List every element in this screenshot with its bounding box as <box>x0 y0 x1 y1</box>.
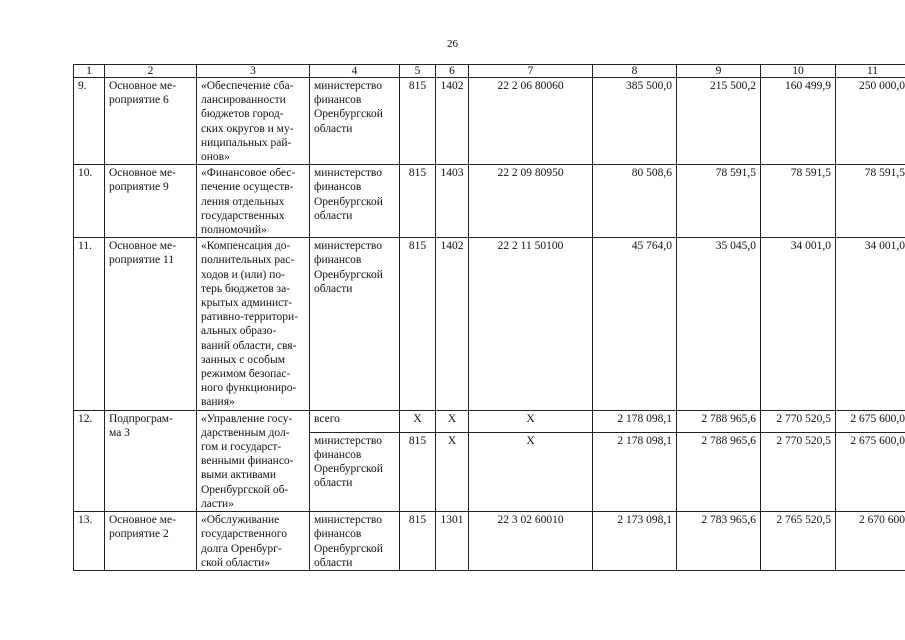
code-target: 22 3 02 60010 <box>469 512 593 571</box>
measure-type: Основное ме- роприятие 6 <box>105 78 197 165</box>
column-number: 1 <box>74 65 105 78</box>
table-body <box>74 65 905 571</box>
code-target: Х <box>469 432 593 512</box>
amount-col-10: 2 765 520,5 <box>761 512 836 571</box>
column-number: 2 <box>105 65 197 78</box>
amount-col-8: 45 764,0 <box>593 238 677 410</box>
amount-col-10: 160 499,9 <box>761 78 836 165</box>
code-target: Х <box>469 410 593 432</box>
row-number: 9. <box>74 78 105 165</box>
code-section: Х <box>436 410 469 432</box>
code-section: 1402 <box>436 238 469 410</box>
code-ministry: Х <box>400 410 436 432</box>
amount-col-10: 78 591,5 <box>761 165 836 238</box>
code-section: 1301 <box>436 512 469 571</box>
amount-col-8: 385 500,0 <box>593 78 677 165</box>
executor: министерство финансов Оренбургской области <box>310 512 400 571</box>
amount-col-11: 34 001,0 <box>836 238 905 410</box>
table-row <box>74 512 905 571</box>
executor: министерство финансов Оренбургской области <box>310 165 400 238</box>
amount-col-10: 34 001,0 <box>761 238 836 410</box>
executor: министерство финансов Оренбургской области <box>310 78 400 165</box>
amount-col-9: 2 788 965,6 <box>677 432 761 512</box>
amount-col-9: 2 788 965,6 <box>677 410 761 432</box>
column-number: 7 <box>469 65 593 78</box>
header-row <box>74 65 905 78</box>
measure-name: «Обеспечение сба- лансированности бюджетов город- ских округов и му- ниципальных рай- онов» <box>197 78 310 165</box>
table-row <box>74 78 905 165</box>
page-number: 26 <box>447 38 458 50</box>
column-number: 9 <box>677 65 761 78</box>
amount-col-9: 215 500,2 <box>677 78 761 165</box>
code-target: 22 2 11 50100 <box>469 238 593 410</box>
measure-name: «Обслуживание государственного долга Оренбург- ской области» <box>197 512 310 571</box>
amount-col-11: 2 675 600,0 <box>836 432 905 512</box>
measure-name: «Компенсация до- полнительных рас- ходов и (или) по- терь бюджетов за- крытых админист- ративно-территори- альных образо- ваний области, свя- занных с особым режимом безопас- ного функциониро- вания» <box>197 238 310 410</box>
code-section: 1403 <box>436 165 469 238</box>
table-row <box>74 165 905 238</box>
amount-col-8: 2 178 098,1 <box>593 432 677 512</box>
table-row <box>74 410 905 432</box>
amount-col-11: 2 670 600 <box>836 512 905 571</box>
code-section: 1402 <box>436 78 469 165</box>
code-target: 22 2 09 80950 <box>469 165 593 238</box>
amount-col-9: 35 045,0 <box>677 238 761 410</box>
column-number: 4 <box>310 65 400 78</box>
code-ministry: 815 <box>400 512 436 571</box>
row-number: 10. <box>74 165 105 238</box>
measure-type: Основное ме- роприятие 2 <box>105 512 197 571</box>
amount-col-8: 80 508,6 <box>593 165 677 238</box>
amount-col-8: 2 178 098,1 <box>593 410 677 432</box>
row-number: 12. <box>74 410 105 511</box>
column-number: 11 <box>836 65 905 78</box>
executor: министерство финансов Оренбургской области <box>310 432 400 512</box>
measure-name: «Финансовое обес- печение осуществ- ления отдельных государственных полномочий» <box>197 165 310 238</box>
amount-col-10: 2 770 520,5 <box>761 410 836 432</box>
measure-type: Основное ме- роприятие 11 <box>105 238 197 410</box>
row-number: 13. <box>74 512 105 571</box>
code-ministry: 815 <box>400 165 436 238</box>
row-number: 11. <box>74 238 105 410</box>
measure-name: «Управление госу- дарственным дол- гом и государст- венными финансо- выми активами Оренбургской об- ласти» <box>197 410 310 511</box>
column-number: 3 <box>197 65 310 78</box>
amount-col-11: 78 591,5 <box>836 165 905 238</box>
column-number: 8 <box>593 65 677 78</box>
column-number: 10 <box>761 65 836 78</box>
executor: министерство финансов Оренбургской области <box>310 238 400 410</box>
amount-col-9: 2 783 965,6 <box>677 512 761 571</box>
table-row <box>74 238 905 410</box>
amount-col-8: 2 173 098,1 <box>593 512 677 571</box>
amount-col-9: 78 591,5 <box>677 165 761 238</box>
column-number: 6 <box>436 65 469 78</box>
measure-type: Основное ме- роприятие 9 <box>105 165 197 238</box>
executor: всего <box>310 410 400 432</box>
column-number: 5 <box>400 65 436 78</box>
amount-col-11: 2 675 600,0 <box>836 410 905 432</box>
code-section: Х <box>436 432 469 512</box>
code-ministry: 815 <box>400 78 436 165</box>
code-ministry: 815 <box>400 432 436 512</box>
code-target: 22 2 06 80060 <box>469 78 593 165</box>
budget-table <box>73 64 905 571</box>
amount-col-10: 2 770 520,5 <box>761 432 836 512</box>
measure-type: Подпрограм- ма 3 <box>105 410 197 511</box>
amount-col-11: 250 000,0 <box>836 78 905 165</box>
code-ministry: 815 <box>400 238 436 410</box>
